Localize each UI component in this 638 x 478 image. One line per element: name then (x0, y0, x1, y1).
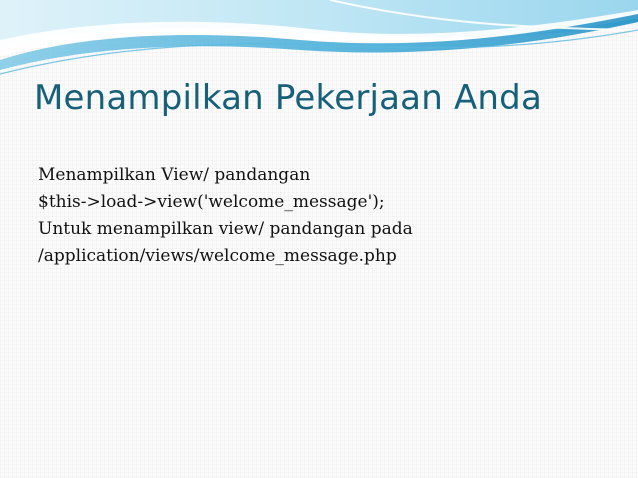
header-wave-decoration (0, 0, 638, 80)
body-line-heading: Menampilkan View/ pandangan (38, 165, 311, 185)
body-line-path: /application/views/welcome_message.php (38, 246, 397, 266)
body-line-code: $this->load->view('welcome_message'); (38, 192, 385, 212)
body-line-description: Untuk menampilkan view/ pandangan pada (38, 219, 413, 239)
slide-body (38, 162, 413, 270)
slide-title: Menampilkan Pekerjaan Anda (34, 78, 542, 118)
